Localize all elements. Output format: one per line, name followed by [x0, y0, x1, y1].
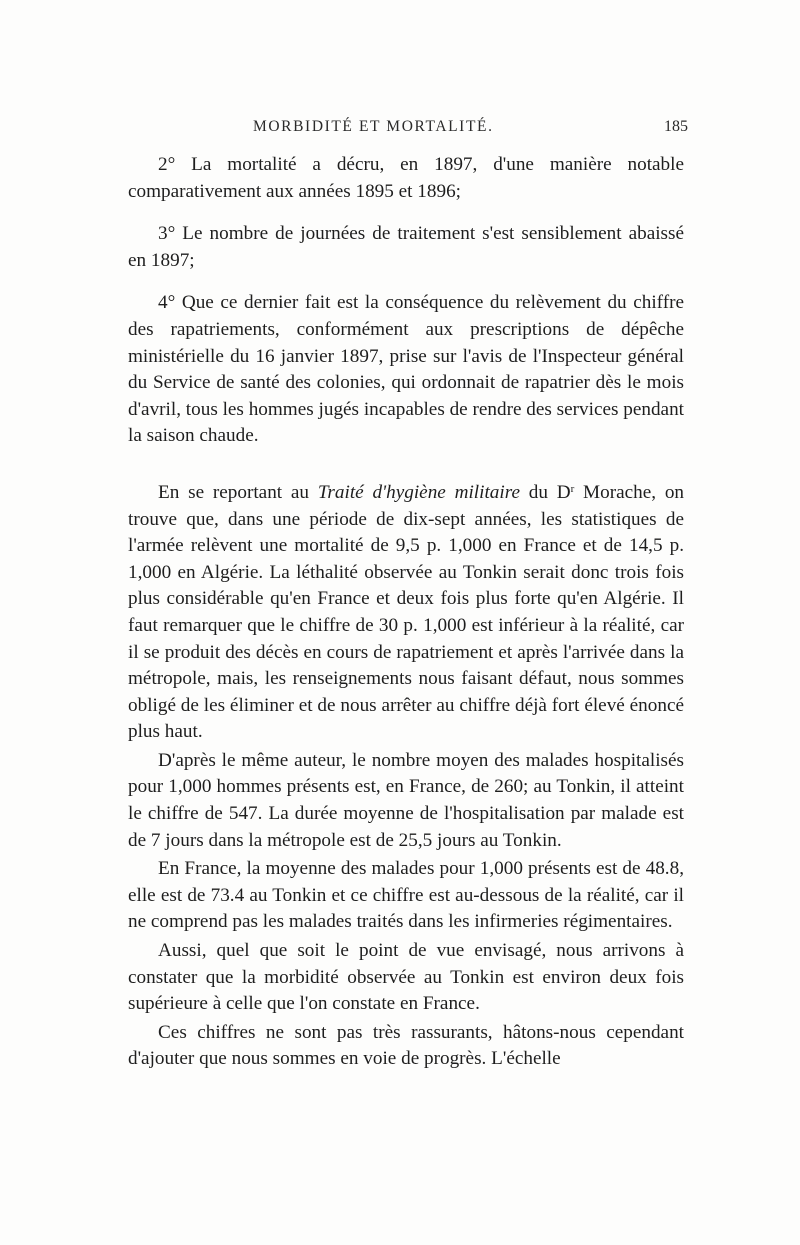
- doctor-superscript: r: [570, 482, 575, 495]
- paragraph-morache-comparison: [128, 480, 684, 746]
- paragraph-conclusion-2: 2° La mortalité a décru, en 1897, d'une manière notable comparativement aux années 1895 et 1896;: [128, 154, 684, 202]
- page-number: 185: [664, 118, 688, 135]
- paragraph-conclusion-3: 3° Le nombre de journées de traitement s'est sensiblement abaissé en 1897;: [128, 223, 684, 271]
- paragraph-progress: Ces chiffres ne sont pas très rassurants, hâtons-nous cependant d'ajouter que nous sommes en voie de progrès. L'échelle: [128, 1021, 684, 1070]
- page-header: [128, 118, 688, 140]
- paragraph-conclusion-4: 4° Que ce dernier fait est la conséquence du relèvement du chiffre des rapatriements, conformément aux prescriptions de dépêche ministérielle du 16 janvier 1897, prise sur l'avis de l'Inspecteur général du Service de santé des colonies, qui ordonnait de rapatrier dès le mois d'avril, tous les hommes jugés incapables de rendre des services pendant la saison chaude.: [128, 292, 684, 447]
- paragraph-hospitalisation: D'après le même auteur, le nombre moyen des malades hospitalisés pour 1,000 hommes présents est, en France, de 260; au Tonkin, il atteint le chiffre de 547. La durée moyenne de l'hospitalisation par malade est de 7 jours dans la métropole est de 25,5 jours au Tonkin.: [128, 749, 684, 851]
- body-text: [128, 152, 684, 1073]
- paragraph-text-rest: Morache, on trouve que, dans une période de dix-sept années, les statistiques de l'armée relèvent une mortalité de 9,5 p. 1,000 en France et de 14,5 p. 1,000 en Algérie. La léthalité observée au Tonkin serait donc trois fois plus considérable qu'en France et deux fois plus forte qu'en Algérie. Il faut remarquer que le chiffre de 30 p. 1,000 est inférieur à la réalité, car il se produit des décès en cours de rapatriement et après l'arrivée dans la métropole, mais, les renseignements nous faisant défaut, nous sommes obligé de les éliminer et de nous arrêter au chiffre déjà fort élevé énoncé plus haut.: [128, 481, 685, 743]
- running-head: MORBIDITÉ ET MORTALITÉ.: [253, 118, 494, 135]
- paragraph-morbidity-conclusion: Aussi, quel que soit le point de vue envisagé, nous arrivons à constater que la morbidité observée au Tonkin est environ deux fois supérieure à celle que l'on constate en France.: [128, 940, 684, 1015]
- paragraph-text-lead: En se reportant au: [158, 481, 318, 503]
- book-title: Traité d'hygiène militaire: [317, 481, 520, 503]
- paragraph-text-doctor: du D: [519, 481, 571, 503]
- paragraph-average-patients: En France, la moyenne des malades pour 1,000 présents est de 48.8, elle est de 73.4 au Tonkin et ce chiffre est au-dessous de la réalité, car il ne comprend pas les malades traités dans les infirmeries régimentaires.: [128, 858, 684, 933]
